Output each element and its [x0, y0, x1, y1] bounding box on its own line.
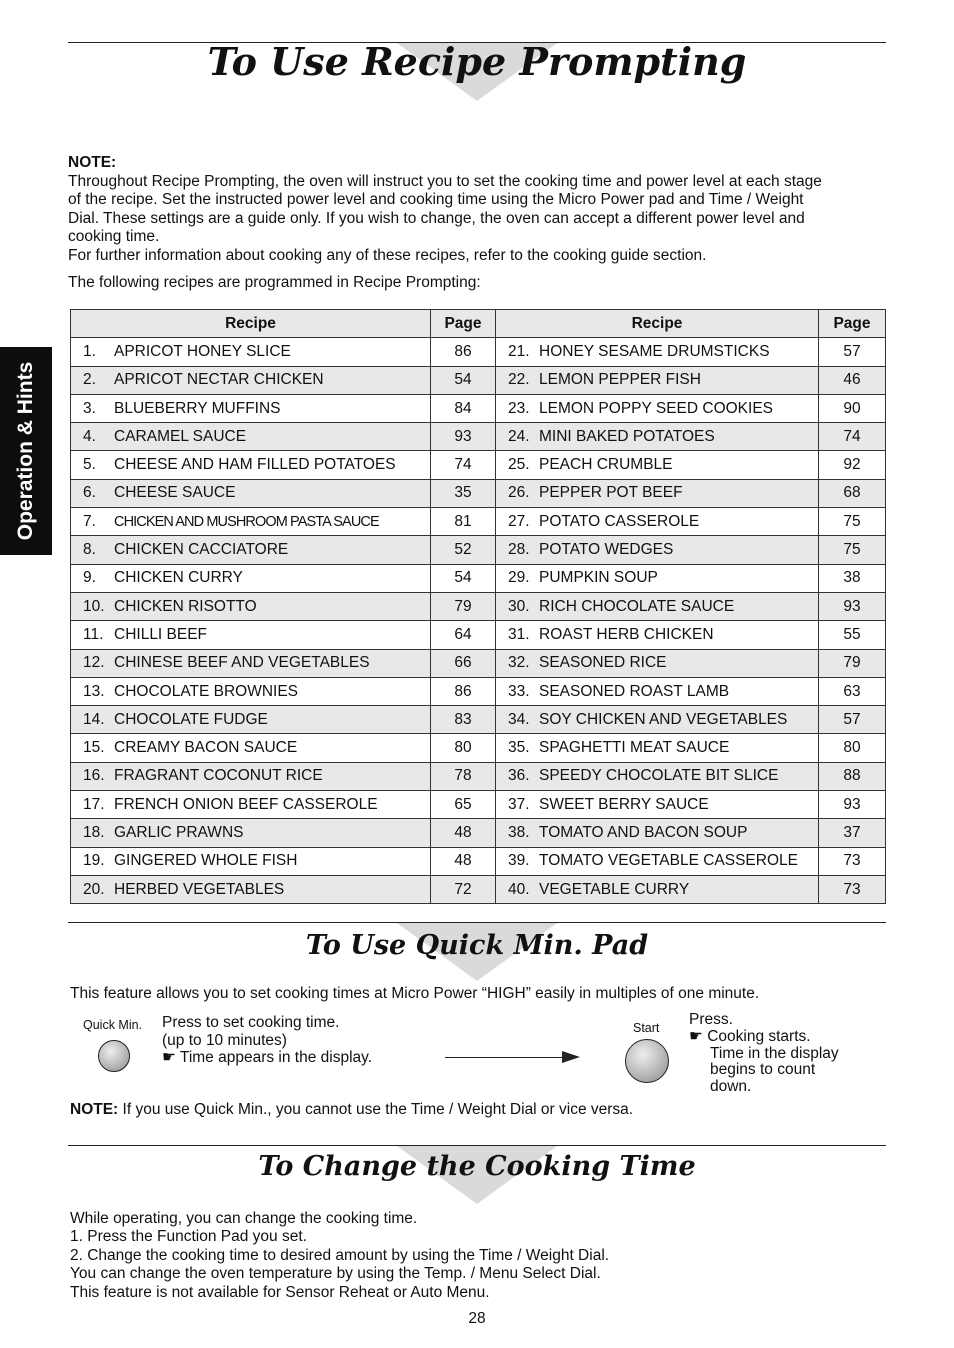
- recipe-cell: [496, 564, 819, 592]
- recipe-name: CHICKEN AND MUSHROOM PASTA SAUCE: [114, 513, 379, 530]
- recipe-number: 37.: [508, 795, 530, 813]
- recipe-name: CARAMEL SAUCE: [114, 427, 247, 445]
- body-line: You can change the oven temperature by using the Temp. / Menu Select Dial.: [70, 1265, 601, 1283]
- recipe-cell: [496, 819, 819, 847]
- page-cell: 66: [431, 649, 496, 677]
- recipe-number: 3.: [83, 399, 96, 417]
- recipe-cell: [496, 875, 819, 903]
- body-line: 2. Change the cooking time to desired amount by using the Time / Weight Dial.: [70, 1246, 610, 1264]
- side-tab: [0, 347, 52, 555]
- page-cell: 63: [819, 677, 886, 705]
- recipe-cell: [496, 621, 819, 649]
- recipe-number: 6.: [83, 484, 96, 502]
- recipe-cell: [496, 847, 819, 875]
- page-cell: 54: [431, 366, 496, 394]
- step-line: ☛ Time appears in the display.: [162, 1049, 373, 1066]
- recipe-cell: [71, 819, 431, 847]
- step-line: Time in the display: [710, 1044, 839, 1062]
- table-row: [71, 875, 886, 903]
- page-cell: 72: [431, 875, 496, 903]
- recipe-number: 20.: [83, 880, 105, 898]
- note-line: of the recipe. Set the instructed power level and cooking time using the Micro Power pad and Time / Weight: [68, 191, 804, 209]
- recipe-number: 23.: [508, 399, 530, 417]
- note-body: [68, 173, 898, 265]
- step-line: Press.: [689, 1011, 733, 1028]
- recipe-number: 31.: [508, 625, 530, 643]
- recipe-number: 11.: [83, 625, 104, 643]
- recipe-cell: [71, 338, 431, 366]
- page-cell: 83: [431, 706, 496, 734]
- recipe-name: APRICOT HONEY SLICE: [114, 342, 291, 360]
- table-header-row: [71, 310, 886, 338]
- recipe-number: 24.: [508, 427, 530, 445]
- start-label: Start: [633, 1021, 660, 1035]
- page-cell: 80: [819, 734, 886, 762]
- recipe-number: 18.: [83, 823, 105, 841]
- recipe-cell: [71, 536, 431, 564]
- recipe-number: 13.: [83, 682, 105, 700]
- body-line: 1. Press the Function Pad you set.: [70, 1228, 307, 1246]
- recipe-number: 33.: [508, 682, 530, 700]
- page-cell: 38: [819, 564, 886, 592]
- recipe-name: FRENCH ONION BEEF CASSEROLE: [114, 795, 378, 813]
- page-cell: 73: [819, 875, 886, 903]
- table-row: [71, 734, 886, 762]
- page-cell: 65: [431, 791, 496, 819]
- recipe-name: MINI BAKED POTATOES: [539, 427, 715, 445]
- page-cell: 37: [819, 819, 886, 847]
- recipe-cell: [71, 734, 431, 762]
- recipe-number: 7.: [83, 512, 96, 530]
- recipe-cell: [71, 592, 431, 620]
- recipe-table: [70, 309, 886, 904]
- page-cell: 55: [819, 621, 886, 649]
- page-cell: 79: [819, 649, 886, 677]
- note-text: If you use Quick Min., you cannot use the Time / Weight Dial or vice versa.: [118, 1101, 634, 1118]
- recipe-name: SOY CHICKEN AND VEGETABLES: [539, 710, 788, 728]
- page-cell: 84: [431, 394, 496, 422]
- table-row: [71, 564, 886, 592]
- change-time-title: To Change the Cooking Time: [258, 1151, 696, 1182]
- note-line: Throughout Recipe Prompting, the oven will instruct you to set the cooking time and power level at each stage: [68, 173, 822, 190]
- body-line: While operating, you can change the cooking time.: [70, 1210, 418, 1227]
- recipe-cell: [496, 479, 819, 507]
- recipe-number: 12.: [83, 654, 105, 672]
- page-cell: 35: [431, 479, 496, 507]
- recipe-name: CHOCOLATE FUDGE: [114, 710, 268, 728]
- recipe-cell: [496, 366, 819, 394]
- step-line: ☛ Cooking starts.: [689, 1027, 811, 1045]
- recipe-name: POTATO CASSEROLE: [539, 512, 700, 530]
- recipe-cell: [496, 338, 819, 366]
- recipe-cell: [496, 791, 819, 819]
- recipe-name: LEMON PEPPER FISH: [539, 371, 701, 389]
- table-row: [71, 791, 886, 819]
- step-line: Press to set cooking time.: [162, 1014, 340, 1031]
- recipe-number: 9.: [83, 569, 96, 587]
- recipe-number: 34.: [508, 710, 530, 728]
- recipe-number: 16.: [83, 767, 105, 785]
- start-button[interactable]: [625, 1039, 669, 1083]
- recipe-number: 29.: [508, 569, 530, 587]
- table-row: [71, 819, 886, 847]
- recipe-name: CHICKEN CURRY: [114, 569, 243, 587]
- recipe-number: 17.: [83, 795, 105, 813]
- arrow-icon: [562, 1051, 580, 1063]
- col-header-page: Page: [819, 310, 886, 338]
- recipe-name: PEACH CRUMBLE: [539, 456, 673, 474]
- page-cell: 79: [431, 592, 496, 620]
- recipe-name: SWEET BERRY SAUCE: [539, 795, 709, 813]
- table-row: [71, 451, 886, 479]
- start-step: [689, 1012, 839, 1096]
- page-cell: 80: [431, 734, 496, 762]
- recipe-number: 8.: [83, 541, 96, 559]
- page-cell: 54: [431, 564, 496, 592]
- recipe-cell: [496, 394, 819, 422]
- recipe-number: 25.: [508, 456, 530, 474]
- recipe-name: TOMATO VEGETABLE CASSEROLE: [539, 852, 798, 870]
- recipe-name: CREAMY BACON SAUCE: [114, 739, 298, 757]
- recipe-number: 38.: [508, 823, 530, 841]
- table-row: [71, 592, 886, 620]
- recipe-name: VEGETABLE CURRY: [539, 880, 690, 898]
- col-header-page: Page: [431, 310, 496, 338]
- recipe-number: 22.: [508, 371, 530, 389]
- note-line: Dial. These settings are a guide only. If you wish to change, the oven can accept a different power level and: [68, 209, 805, 227]
- table-row: [71, 366, 886, 394]
- recipe-cell: [71, 875, 431, 903]
- recipe-number: 36.: [508, 767, 530, 785]
- note-line: For further information about cooking any of these recipes, refer to the cooking guide section.: [68, 246, 707, 264]
- page-cell: 90: [819, 394, 886, 422]
- recipe-number: 21.: [508, 342, 530, 360]
- recipe-cell: [496, 423, 819, 451]
- table-row: [71, 621, 886, 649]
- recipe-cell: [496, 762, 819, 790]
- recipe-cell: [496, 451, 819, 479]
- recipe-number: 40.: [508, 880, 530, 898]
- table-row: [71, 677, 886, 705]
- page-cell: 86: [431, 338, 496, 366]
- recipe-name: ROAST HERB CHICKEN: [539, 625, 714, 643]
- recipe-name: TOMATO AND BACON SOUP: [539, 823, 748, 841]
- page-cell: 68: [819, 479, 886, 507]
- body-line: This feature is not available for Sensor Reheat or Auto Menu.: [70, 1283, 490, 1301]
- recipe-name: POTATO WEDGES: [539, 541, 674, 559]
- recipe-name: GINGERED WHOLE FISH: [114, 852, 298, 870]
- note-line: cooking time.: [68, 228, 160, 246]
- quick-min-title: To Use Quick Min. Pad: [305, 930, 649, 961]
- recipe-cell: [71, 791, 431, 819]
- recipe-name: CHICKEN CACCIATORE: [114, 541, 289, 559]
- quick-min-label: Quick Min.: [83, 1018, 143, 1032]
- table-row: [71, 536, 886, 564]
- recipe-number: 35.: [508, 739, 530, 757]
- recipe-cell: [71, 847, 431, 875]
- recipe-cell: [71, 762, 431, 790]
- page-cell: 75: [819, 536, 886, 564]
- recipe-number: 10.: [83, 597, 105, 615]
- recipe-number: 4.: [83, 427, 96, 445]
- recipe-name: CHEESE SAUCE: [114, 484, 236, 502]
- recipe-name: HERBED VEGETABLES: [114, 880, 285, 898]
- quick-min-note: [70, 1101, 633, 1119]
- page-cell: 74: [431, 451, 496, 479]
- recipe-cell: [496, 706, 819, 734]
- table-row: [71, 479, 886, 507]
- recipe-cell: [71, 649, 431, 677]
- recipe-cell: [71, 394, 431, 422]
- table-row: [71, 338, 886, 366]
- recipe-name: FRAGRANT COCONUT RICE: [114, 767, 323, 785]
- recipe-number: 14.: [83, 710, 105, 728]
- recipe-name: HONEY SESAME DRUMSTICKS: [539, 342, 770, 360]
- recipe-cell: [496, 734, 819, 762]
- recipe-cell: [496, 649, 819, 677]
- page-cell: 93: [431, 423, 496, 451]
- recipe-name: LEMON POPPY SEED COOKIES: [539, 399, 774, 417]
- page-number: 28: [468, 1310, 486, 1327]
- note-label: NOTE:: [70, 1101, 119, 1118]
- page-cell: 93: [819, 592, 886, 620]
- page-cell: 78: [431, 762, 496, 790]
- recipe-name: CHOCOLATE BROWNIES: [114, 682, 299, 700]
- table-row: [71, 508, 886, 536]
- recipe-number: 28.: [508, 541, 530, 559]
- recipe-number: 30.: [508, 597, 530, 615]
- page-cell: 52: [431, 536, 496, 564]
- page-title: To Use Recipe Prompting: [207, 39, 747, 84]
- page-cell: 92: [819, 451, 886, 479]
- step-line: down.: [710, 1078, 752, 1096]
- page-cell: 57: [819, 338, 886, 366]
- recipe-number: 5.: [83, 456, 96, 474]
- recipe-number: 19.: [83, 852, 105, 870]
- side-tab-label: Operation & Hints: [14, 361, 37, 541]
- recipe-name: GARLIC PRAWNS: [114, 823, 244, 841]
- recipe-cell: [496, 536, 819, 564]
- step-line: begins to count: [710, 1061, 816, 1079]
- recipe-name: SEASONED RICE: [539, 654, 667, 672]
- recipe-name: CHILLI BEEF: [114, 625, 208, 643]
- page-cell: 88: [819, 762, 886, 790]
- page-cell: 74: [819, 423, 886, 451]
- recipes-intro: The following recipes are programmed in Recipe Prompting:: [68, 274, 481, 291]
- table-row: [71, 394, 886, 422]
- recipe-cell: [71, 508, 431, 536]
- recipe-name: CHINESE BEEF AND VEGETABLES: [114, 654, 370, 672]
- table-row: [71, 847, 886, 875]
- step-line: (up to 10 minutes): [162, 1031, 287, 1049]
- page-cell: 75: [819, 508, 886, 536]
- recipe-cell: [71, 451, 431, 479]
- table-row: [71, 423, 886, 451]
- page-cell: 48: [431, 819, 496, 847]
- page-cell: 46: [819, 366, 886, 394]
- table-row: [71, 762, 886, 790]
- recipe-number: 32.: [508, 654, 530, 672]
- recipe-cell: [496, 508, 819, 536]
- recipe-cell: [71, 423, 431, 451]
- recipe-cell: [71, 564, 431, 592]
- recipe-name: SPAGHETTI MEAT SAUCE: [539, 739, 730, 757]
- recipe-cell: [71, 479, 431, 507]
- recipe-name: PUMPKIN SOUP: [539, 569, 658, 587]
- recipe-name: RICH CHOCOLATE SAUCE: [539, 597, 735, 615]
- recipe-name: CHICKEN RISOTTO: [114, 597, 257, 615]
- recipe-name: PEPPER POT BEEF: [539, 484, 683, 502]
- page-cell: 93: [819, 791, 886, 819]
- recipe-name: APRICOT NECTAR CHICKEN: [114, 371, 324, 389]
- recipe-cell: [496, 677, 819, 705]
- recipe-name: SEASONED ROAST LAMB: [539, 682, 730, 700]
- recipe-number: 15.: [83, 739, 105, 757]
- recipe-cell: [71, 366, 431, 394]
- recipe-name: SPEEDY CHOCOLATE BIT SLICE: [539, 767, 779, 785]
- note-label: NOTE:: [68, 154, 117, 171]
- recipe-number: 27.: [508, 512, 530, 530]
- col-header-recipe: Recipe: [496, 310, 819, 338]
- change-time-body: [70, 1210, 609, 1302]
- page-cell: 81: [431, 508, 496, 536]
- table-row: [71, 706, 886, 734]
- page-cell: 48: [431, 847, 496, 875]
- recipe-cell: [71, 706, 431, 734]
- recipe-cell: [71, 677, 431, 705]
- recipe-cell: [496, 592, 819, 620]
- quick-min-intro: This feature allows you to set cooking times at Micro Power “HIGH” easily in multiples of one minute.: [70, 985, 760, 1002]
- recipe-name: CHEESE AND HAM FILLED POTATOES: [114, 456, 396, 474]
- page-cell: 73: [819, 847, 886, 875]
- quick-min-step: [162, 1014, 372, 1067]
- page-cell: 57: [819, 706, 886, 734]
- quick-min-button[interactable]: [98, 1040, 130, 1072]
- recipe-number: 1.: [83, 342, 96, 360]
- col-header-recipe: Recipe: [71, 310, 431, 338]
- recipe-number: 26.: [508, 484, 530, 502]
- recipe-cell: [71, 621, 431, 649]
- page-cell: 86: [431, 677, 496, 705]
- table-row: [71, 649, 886, 677]
- recipe-number: 2.: [83, 371, 96, 389]
- recipe-name: BLUEBERRY MUFFINS: [114, 399, 281, 417]
- arrow-line: [445, 1057, 565, 1058]
- page-cell: 64: [431, 621, 496, 649]
- recipe-number: 39.: [508, 852, 530, 870]
